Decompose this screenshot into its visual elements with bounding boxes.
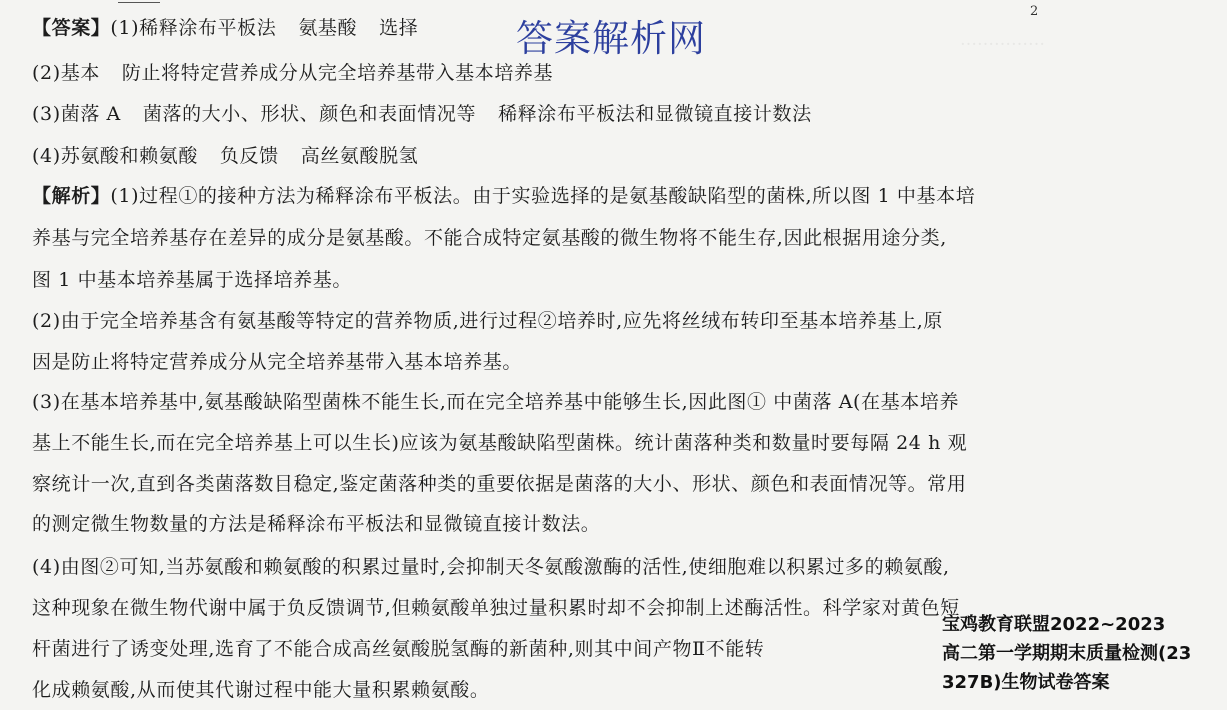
- top-rule-divider: [118, 2, 160, 3]
- page-number: 2: [1030, 4, 1039, 19]
- overlay-line-3: 327B)生物试卷答案: [942, 672, 1110, 693]
- analysis-line-8: 察统计一次,直到各类菌落数目稳定,鉴定菌落种类的重要依据是菌落的大小、形状、颜色和表面情况等。常用: [32, 473, 967, 495]
- answer-q3-b: 菌落的大小、形状、颜色和表面情况等: [142, 103, 477, 125]
- analysis-line-4: (2)由于完全培养基含有氨基酸等特定的营养物质,进行过程②培养时,应先将丝绒布转印至基本培养基上,原: [32, 310, 944, 332]
- watermark-title: 答案解析网: [516, 17, 706, 60]
- show-through-text: ……………: [960, 30, 1045, 50]
- analysis-text: (1)过程①的接种方法为稀释涂布平板法。由于实验选择的是氨基酸缺陷型的菌株,所以图 1 中基本培: [110, 185, 976, 207]
- answer-line-1: [32, 16, 418, 40]
- answer-q1-c: 选择: [379, 17, 419, 39]
- analysis-line-2: 养基与完全培养基存在差异的成分是氨基酸。不能合成特定氨基酸的微生物将不能生存,因此根据用途分类,: [32, 227, 947, 249]
- analysis-line-6: (3)在基本培养基中,氨基酸缺陷型菌株不能生长,而在完全培养基中能够生长,因此图① 中菌落 A(在基本培养: [32, 391, 960, 413]
- overlay-line-2: 高二第一学期期末质量检测(23: [942, 643, 1192, 664]
- answer-line-2: [32, 61, 553, 85]
- analysis-line-7: 基上不能生长,而在完全培养基上可以生长)应该为氨基酸缺陷型菌株。统计菌落种类和数量时要每隔 24 h 观: [32, 432, 968, 454]
- analysis-line-12: 杆菌进行了诱变处理,选育了不能合成高丝氨酸脱氢酶的新菌种,则其中间产物Ⅱ不能转: [32, 638, 765, 660]
- answer-q4-c: 高丝氨酸脱氢: [300, 145, 419, 167]
- analysis-line-5: 因是防止将特定营养成分从完全培养基带入基本培养基。: [32, 351, 523, 373]
- answer-q4-a: (4)苏氨酸和赖氨酸: [32, 145, 198, 167]
- answer-q1-a: (1)稀释涂布平板法: [110, 17, 277, 39]
- answer-line-3: [32, 102, 812, 126]
- analysis-line-1: [32, 184, 975, 208]
- analysis-line-3: 图 1 中基本培养基属于选择培养基。: [32, 269, 352, 291]
- answer-q3-a: (3)菌落 A: [32, 103, 121, 125]
- answer-q2-b: 防止将特定营养成分从完全培养基带入基本培养基: [121, 62, 554, 84]
- analysis-line-11: 这种现象在微生物代谢中属于负反馈调节,但赖氨酸单独过量积累时却不会抑制上述酶活性。科学家对黄色短: [32, 597, 960, 619]
- answer-tag: 【答案】: [32, 17, 111, 39]
- exam-title-overlay: [942, 610, 1227, 697]
- answer-q4-b: 负反馈: [219, 145, 279, 167]
- overlay-line-1: 宝鸡教育联盟2022~2023: [942, 614, 1166, 635]
- analysis-tag: 【解析】: [32, 185, 111, 207]
- answer-q3-c: 稀释涂布平板法和显微镜直接计数法: [498, 103, 812, 125]
- answer-line-4: [32, 144, 418, 168]
- analysis-line-9: 的测定微生物数量的方法是稀释涂布平板法和显微镜直接计数法。: [32, 513, 601, 535]
- answer-q2-a: (2)基本: [32, 62, 100, 84]
- analysis-line-13: 化成赖氨酸,从而使其代谢过程中能大量积累赖氨酸。: [32, 679, 490, 701]
- answer-q1-b: 氨基酸: [298, 17, 358, 39]
- analysis-line-10: (4)由图②可知,当苏氨酸和赖氨酸的积累过量时,会抑制天冬氨酸激酶的活性,使细胞难以积累过多的赖氨酸,: [32, 556, 950, 578]
